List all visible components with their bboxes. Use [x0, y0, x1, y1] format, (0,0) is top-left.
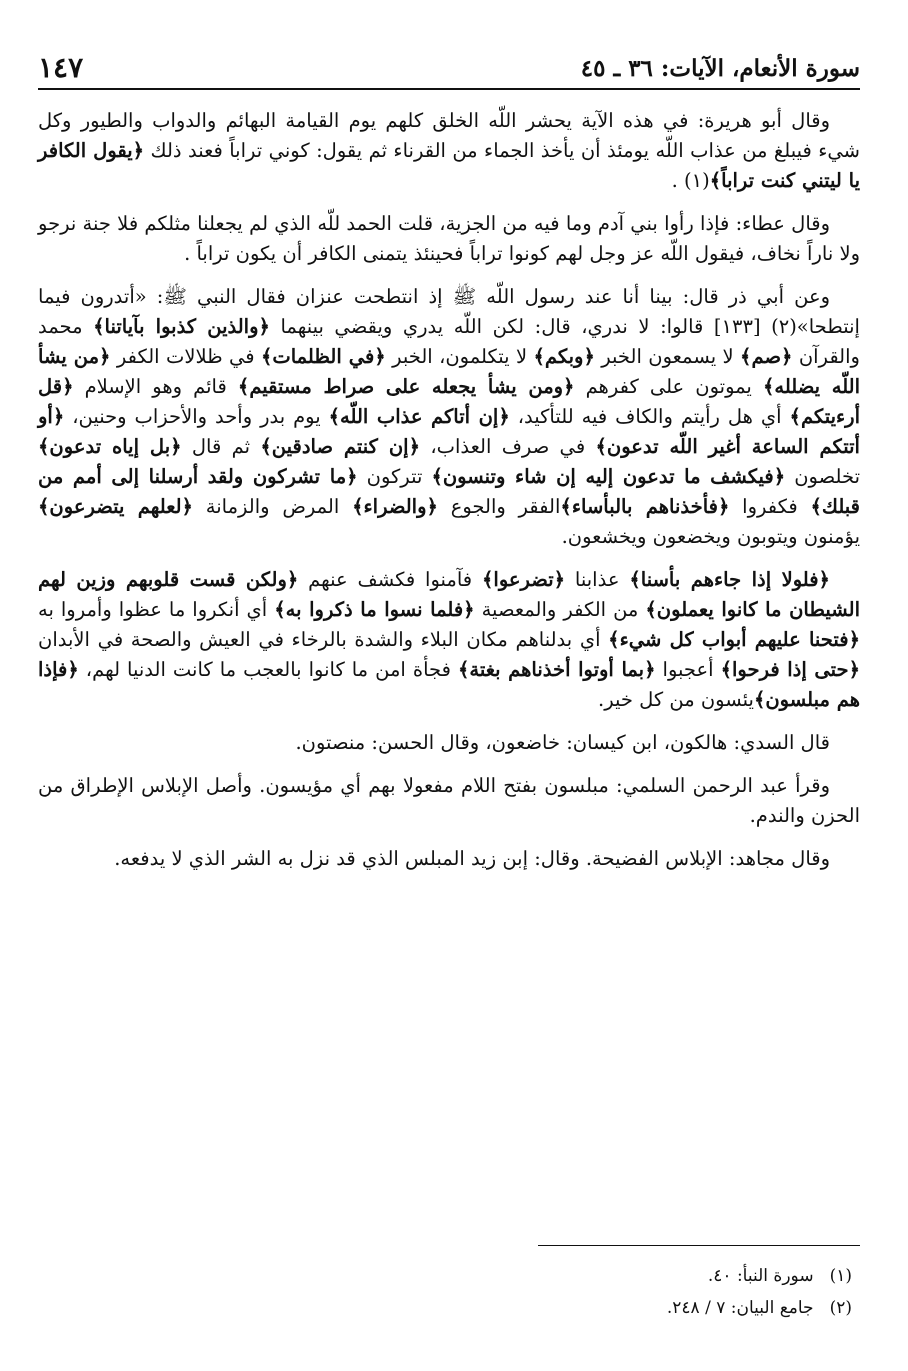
quran-quote: ﴿وبكم﴾: [533, 345, 595, 368]
quran-quote: ﴿فإذا هم مبلسون﴾: [38, 658, 860, 711]
quran-quote: ﴿من يشأ اللّه يضلله﴾: [38, 345, 861, 398]
footnote-divider: [538, 1245, 860, 1246]
footnote-text: جامع البيان: ٧ / ٢٤٨.: [666, 1298, 814, 1318]
footnote-number: (٢): [829, 1298, 852, 1318]
quran-quote: ﴿صم﴾: [740, 345, 793, 368]
paragraph-text: أي أنكروا ما عظوا وأمروا به: [38, 598, 275, 621]
quran-quote: ﴿أو أتتكم الساعة أغير اللّه تدعون﴾: [38, 405, 860, 458]
footnotes: [300, 1260, 852, 1324]
quran-quote: ﴿فيكشف ما تدعون إليه إن شاء وتنسون﴾: [431, 465, 786, 488]
quran-quote: ﴿فلما نسوا ما ذكروا به﴾: [274, 598, 475, 621]
paragraph-text: وقال أبو هريرة: في هذه الآية يحشر اللّه الخلق كلهم يوم القيامة البهائم والدواب والطيور وكل شيء فيبلغ من عذاب اللّه يومئذ أن يأخذ الجماء من القرناء ثم يقول: كوني تراباً فعند ذلك: [38, 109, 860, 162]
paragraph-text: (١) .: [671, 169, 710, 192]
paragraph: [38, 844, 860, 874]
paragraph-text: تتركون: [357, 465, 432, 488]
paragraph-text: وعن أبي ذر قال: بينا أنا عند رسول اللّه ﷺ إذ انتطحت عنزان فقال النبي ﷺ: «أتدرون فيما إنتطحا»(٢) [١٣٣] قالوا: لا ندري، قال: لكن اللّه يدري ويقضي بينهما: [38, 285, 860, 338]
paragraph-text: قائم وهو الإسلام: [73, 375, 238, 398]
quran-quote: ﴿ما تشركون ولقد أرسلنا إلى أمم من قبلك﴾: [38, 465, 860, 518]
quran-quote: ﴿والذين كذبوا بآياتنا﴾: [93, 315, 270, 338]
paragraph-text: ثم قال: [181, 435, 261, 458]
paragraph: [38, 565, 860, 715]
paragraph-text: عذابنا: [565, 568, 630, 591]
paragraph-text: الفقر والجوع: [437, 495, 561, 518]
quran-quote: ﴿إن أتاكم عذاب اللّه﴾: [328, 405, 510, 428]
quran-quote: ﴿فلولا إذا جاءهم بأسنا﴾: [629, 568, 830, 591]
quran-quote: ﴿بل إياه تدعون﴾: [38, 435, 182, 458]
paragraph-text: قال السدي: هالكون، ابن كيسان: خاضعون، وقال الحسن: منصتون.: [295, 731, 830, 754]
paragraph-text: أي بدلناهم مكان البلاء والشدة بالرخاء في العيش والصحة في الأبدان: [38, 628, 609, 651]
paragraph-text: تخلصون: [785, 465, 860, 488]
quran-quote: ﴿فأخذناهم بالبأساء﴾: [560, 495, 730, 518]
quran-quote: ﴿تضرعوا﴾: [481, 568, 566, 591]
paragraph-text: وقال عطاء: فإذا رأوا بني آدم وما فيه من الجزية، قلت الحمد للّه الذي لم يجعلنا مثلكم فلا جنة نرجو ولا ناراً نخاف، فيقول اللّه عز وجل لهم كونوا تراباً فحينئذ يتمنى الكافر أن يكون تراباً .: [38, 212, 860, 265]
page-header: [38, 40, 860, 90]
paragraph-text: أعجبوا: [655, 658, 721, 681]
paragraph: [38, 209, 860, 269]
paragraph-text: يموتون على كفرهم: [574, 375, 763, 398]
quran-quote: ﴿ولكن قست قلوبهم وزين لهم الشيطان ما كانوا يعملون﴾: [38, 568, 860, 621]
quran-quote: ﴿يقول الكافر يا ليتني كنت تراباً﴾: [38, 139, 860, 192]
paragraph: [38, 282, 860, 552]
paragraph-text: من الكفر والمعصية: [474, 598, 646, 621]
paragraph-text: في صرف العذاب،: [420, 435, 596, 458]
quran-quote: ﴿والضراء﴾: [352, 495, 438, 518]
paragraph-text: يئسون من كل خير.: [598, 688, 754, 711]
running-title: سورة الأنعام، الآيات: ٣٦ ـ ٤٥: [580, 55, 860, 82]
quran-quote: ﴿في الظلمات﴾: [260, 345, 386, 368]
quran-quote: ﴿قل أرءيتكم﴾: [38, 375, 861, 428]
paragraph-text: فجأة امن ما كانوا بالعجب ما كانت الدنيا لهم،: [78, 658, 458, 681]
paragraph: [38, 106, 860, 196]
quran-quote: ﴿لعلهم يتضرعون﴾: [38, 495, 193, 518]
paragraph-text: أي هل رأيتم والكاف فيه للتأكيد،: [509, 405, 790, 428]
page-number: ١٤٧: [38, 51, 84, 84]
paragraph-text: وقال مجاهد: الإبلاس الفضيحة. وقال: إبن زيد المبلس الذي قد نزل به الشر الذي لا يدفعه.: [114, 847, 830, 870]
footnote: [300, 1292, 852, 1324]
paragraph-text: لا يتكلمون، الخبر: [385, 345, 534, 368]
paragraph-text: يوم بدر وأحد والأحزاب وحنين،: [64, 405, 329, 428]
footnote-number: (١): [829, 1266, 852, 1286]
footnote-text: سورة النبأ: ٤٠.: [707, 1266, 814, 1286]
quran-quote: ﴿ومن يشأ يجعله على صراط مستقيم﴾: [237, 375, 575, 398]
paragraph-text: لا يسمعون الخبر: [594, 345, 741, 368]
paragraph: [38, 728, 860, 758]
footnote: [300, 1260, 852, 1292]
quran-quote: ﴿فتحنا عليهم أبواب كل شيء﴾: [608, 628, 861, 651]
paragraph-text: في ظلالات الكفر: [110, 345, 261, 368]
page-body: [38, 106, 860, 887]
paragraph-text: فكفروا: [729, 495, 811, 518]
paragraph-text: فآمنوا فكشف عنهم: [298, 568, 482, 591]
paragraph-text: وقرأ عبد الرحمن السلمي: مبلسون بفتح اللام مفعولا بهم أي مؤيسون. وأصل الإبلاس الإطراق من الحزن والندم.: [38, 774, 860, 827]
quran-quote: ﴿إن كنتم صادقين﴾: [260, 435, 421, 458]
paragraph-text: محمد والقرآن: [38, 315, 860, 368]
paragraph: [38, 771, 860, 831]
quran-quote: ﴿حتى إذا فرحوا﴾: [720, 658, 860, 681]
paragraph-text: المرض والزمانة: [193, 495, 353, 518]
quran-quote: ﴿بما أوتوا أخذناهم بغتة﴾: [457, 658, 656, 681]
paragraph-text: يؤمنون ويتوبون ويخضعون ويخشعون.: [561, 525, 860, 548]
